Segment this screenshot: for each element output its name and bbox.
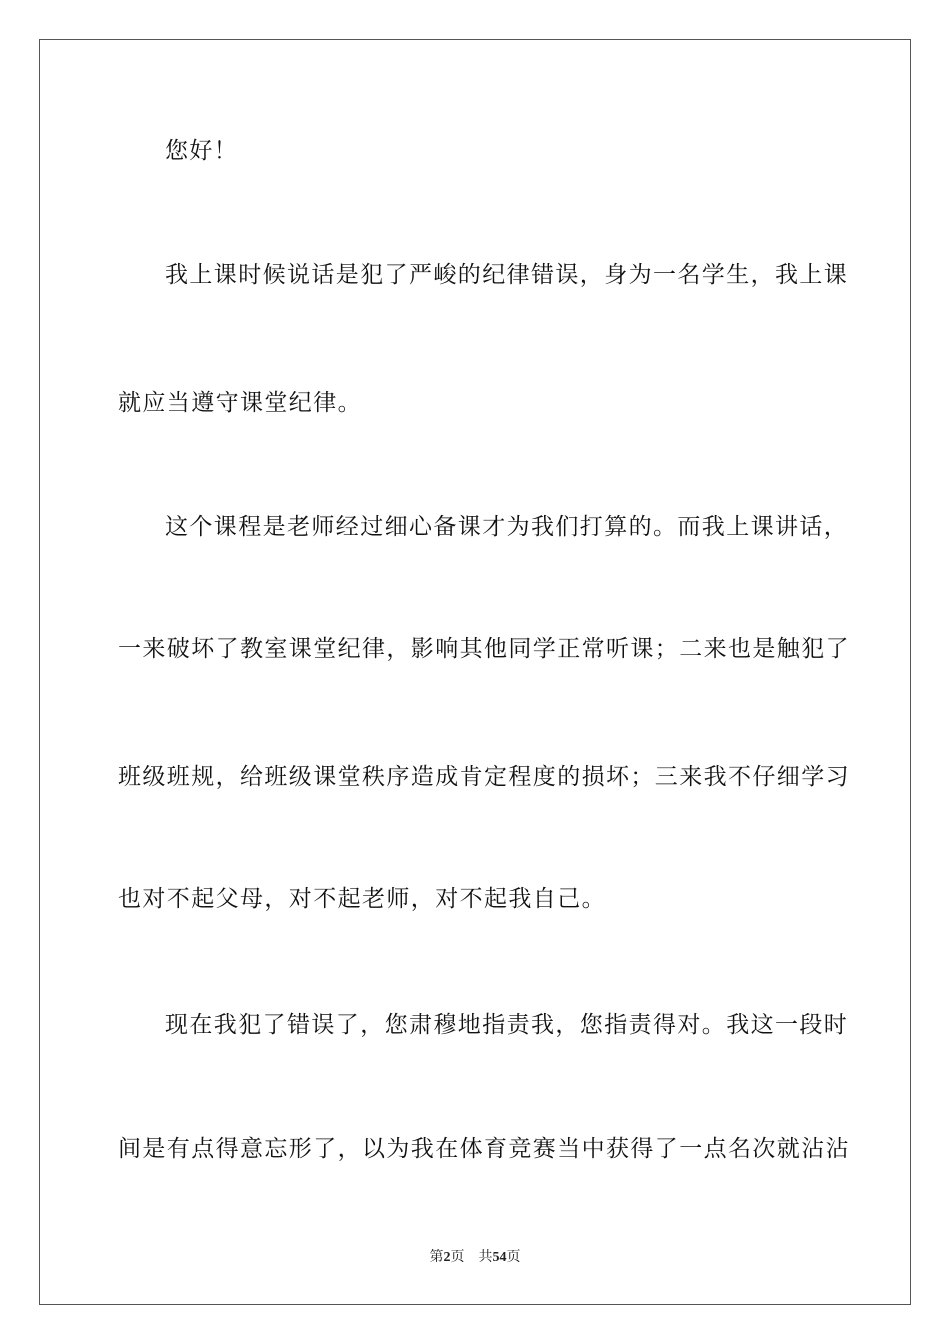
page-border [39, 39, 911, 1305]
page-footer [0, 1246, 950, 1266]
paragraph-line: 这个课程是老师经过细心备课才为我们打算的。而我上课讲话， [165, 514, 849, 540]
paragraph-line: 间是有点得意忘形了，以为我在体育竞赛当中获得了一点名次就沾沾 [118, 1136, 850, 1162]
total-label-prefix: 共 [478, 1250, 493, 1265]
page-number: 2 [443, 1250, 451, 1265]
page-label-suffix: 页 [450, 1250, 465, 1265]
page-label-prefix: 第 [429, 1250, 444, 1265]
paragraph-line: 现在我犯了错误了，您肃穆地指责我，您指责得对。我这一段时 [165, 1012, 849, 1038]
total-pages: 54 [492, 1250, 507, 1265]
paragraph-line: 我上课时候说话是犯了严峻的纪律错误，身为一名学生，我上课 [165, 262, 849, 288]
paragraph-line: 也对不起父母，对不起老师，对不起我自己。 [118, 886, 606, 912]
paragraph-line: 一来破坏了教室课堂纪律，影响其他同学正常听课；二来也是触犯了 [118, 636, 850, 662]
greeting: 您好！ [165, 138, 239, 164]
paragraph-line: 班级班规，给班级课堂秩序造成肯定程度的损坏；三来我不仔细学习 [118, 764, 850, 790]
total-label-suffix: 页 [506, 1250, 521, 1265]
paragraph-line: 就应当遵守课堂纪律。 [118, 390, 362, 416]
